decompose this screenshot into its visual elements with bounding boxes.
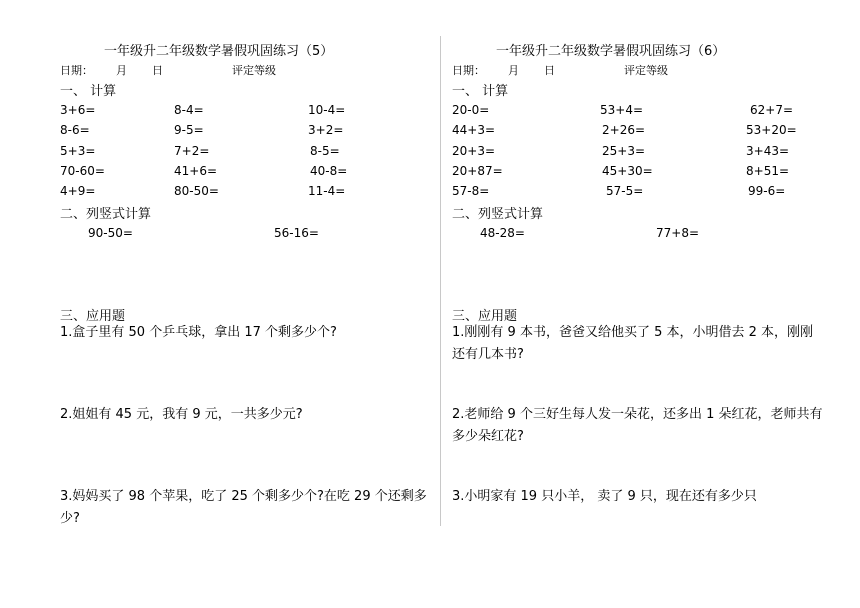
vertical-problem: 77+8= — [656, 226, 700, 240]
word-problem: 2.老师给 9 个三好生每人发一朵花，还多出 1 朵红花，老师共有多少朵红花? — [452, 407, 823, 444]
calc-problem: 3+6= — [60, 103, 96, 117]
worksheet-title: 一年级升二年级数学暑假巩固练习（6） — [496, 44, 726, 59]
vertical-problem: 48-28= — [480, 226, 525, 240]
calc-problem: 8+51= — [746, 164, 790, 178]
day-label: 日 — [544, 64, 555, 77]
calc-problem: 3+43= — [746, 144, 790, 158]
grade-label: 评定等级 — [624, 64, 668, 77]
calc-problem: 8-5= — [310, 144, 340, 158]
worksheet-title: 一年级升二年级数学暑假巩固练习（5） — [104, 44, 334, 59]
section-calc-heading: 一、 计算 — [452, 84, 509, 99]
day-label: 日 — [152, 64, 163, 77]
word-problem: 2.姐姐有 45 元，我有 9 元，一共多少元? — [60, 407, 303, 422]
section-vertical-heading: 二、列竖式计算 — [60, 207, 152, 222]
word-problem: 3.小明家有 19 只小羊， 卖了 9 只，现在还有多少只 — [452, 489, 757, 504]
calc-problem: 45+30= — [602, 164, 653, 178]
grade-label: 评定等级 — [232, 64, 276, 77]
calc-problem: 5+3= — [60, 144, 96, 158]
calc-problem: 2+26= — [602, 123, 646, 137]
calc-problem: 40-8= — [310, 164, 348, 178]
vertical-problem: 90-50= — [88, 226, 133, 240]
month-label: 月 — [116, 64, 127, 77]
calc-problem: 25+3= — [602, 144, 646, 158]
calc-problem: 9-5= — [174, 123, 204, 137]
calc-problem: 10-4= — [308, 103, 346, 117]
vertical-problem: 56-16= — [274, 226, 319, 240]
word-problem: 1.盒子里有 50 个乒乓球，拿出 17 个剩多少个? — [60, 325, 337, 340]
month-label: 月 — [508, 64, 519, 77]
calc-problem: 53+20= — [746, 123, 797, 137]
section-word-heading: 三、应用题 — [452, 309, 518, 324]
section-calc-heading: 一、 计算 — [60, 84, 117, 99]
date-label: 日期： — [60, 64, 93, 77]
calc-problem: 80-50= — [174, 184, 219, 198]
calc-problem: 8-6= — [60, 123, 90, 137]
calc-problem: 57-5= — [606, 184, 644, 198]
section-word-heading: 三、应用题 — [60, 309, 126, 324]
calc-problem: 99-6= — [748, 184, 786, 198]
calc-problem: 20+87= — [452, 164, 503, 178]
calc-problem: 53+4= — [600, 103, 644, 117]
calc-problem: 4+9= — [60, 184, 96, 198]
word-problem: 3.妈妈买了 98 个苹果，吃了 25 个剩多少个?在吃 29 个还剩多少? — [60, 489, 427, 526]
calc-problem: 3+2= — [308, 123, 344, 137]
calc-problem: 20+3= — [452, 144, 496, 158]
worksheet-5 — [60, 0, 440, 608]
calc-problem: 8-4= — [174, 103, 204, 117]
calc-problem: 7+2= — [174, 144, 210, 158]
worksheet-6 — [452, 0, 832, 608]
column-divider — [440, 36, 441, 526]
section-vertical-heading: 二、列竖式计算 — [452, 207, 544, 222]
calc-problem: 44+3= — [452, 123, 496, 137]
calc-problem: 62+7= — [750, 103, 794, 117]
date-label: 日期： — [452, 64, 485, 77]
calc-problem: 70-60= — [60, 164, 105, 178]
calc-problem: 41+6= — [174, 164, 218, 178]
calc-problem: 20-0= — [452, 103, 490, 117]
calc-problem: 11-4= — [308, 184, 346, 198]
word-problem: 1.刚刚有 9 本书，爸爸又给他买了 5 本，小明借去 2 本，刚刚还有几本书? — [452, 325, 814, 362]
calc-problem: 57-8= — [452, 184, 490, 198]
